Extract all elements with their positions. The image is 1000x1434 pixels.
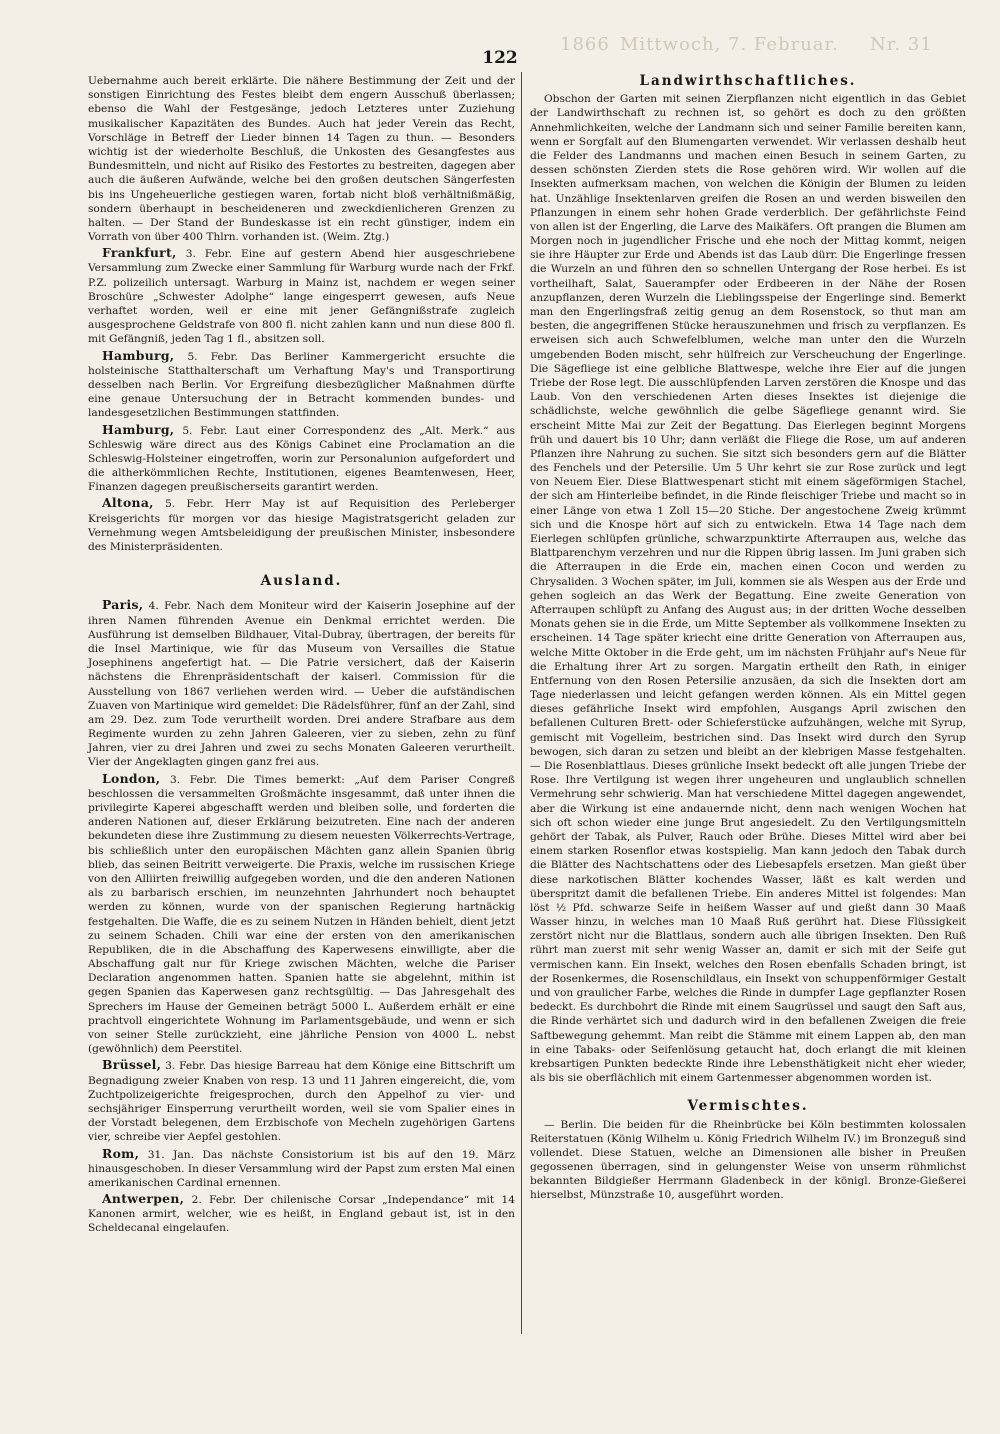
article-berlin-statues: — Berlin. Die beiden für die Rheinbrücke bei Köln bestimmten kolossalen Reiterstatuen (König Wilhelm u. König Friedrich Wilhelm IV.) im Bronzeguß sind vollendet. Diese Statuen, welche an Dimensionen alle bisher in Preußen gegossenen überragen, sind in gelungenster Weise von unserm rühmlichst bekannten Bildgießer Herrmann Gladenbeck in der königl. Bronze-Gießerei hierselbst, Münzstraße 10, ausgeführt worden.	[530, 1118, 966, 1202]
article-body: 4. Febr. Nach dem Moniteur wird der Kaiserin Josephine auf der ihren Namen führenden Avenue ein Denkmal errichtet werden. Die Ausführung ist demselben Bildhauer, Vital-Dubray, übertragen, der bereits für die Insel Martinique, wie für das Museum von Versailles die Statue Josephinens angefertigt hat. — Die Patrie versichert, daß der Kaiserin nächstens die Ehrenpräsidentschaft der kaiserl. Commission für die Ausstellung von 1867 verliehen werden wird. — Ueber die aufständischen Zuaven von Martinique wird gemeldet: Die Rädelsführer, fünf an der Zahl, sind am 29. Dez. zum Tode verurtheilt worden. Drei andere Strafbare aus dem Regimente wurden zu zehn Jahren Galeeren, vier zu sieben, zehn zu fünf Jahren, vier zu drei Jahren und zwei zu sechs Monaten Galeeren verurtheilt. Vier der Angeklagten gingen ganz frei aus.	[88, 600, 515, 769]
article-hamburg-2	[88, 423, 515, 495]
right-column	[530, 74, 966, 1205]
article-london	[88, 772, 515, 1057]
article-rom	[88, 1147, 515, 1191]
article-bruessel	[88, 1058, 515, 1144]
dateline-place: Antwerpen,	[102, 1191, 185, 1207]
article-body: 2. Febr. Der chilenische Corsar „Independance“ mit 14 Kanonen armirt, welcher, wie es heißt, in England gebaut ist, ist in den Scheldecanal eingelaufen.	[88, 1194, 515, 1235]
dateline-place: London,	[102, 770, 161, 786]
bleed-through-dateline: Mittwoch, 7. Februar.	[620, 34, 839, 55]
dateline-place: Rom,	[102, 1145, 140, 1161]
article-body: 5. Febr. Herr May ist auf Requisition des Perleberger Kreisgerichts für morgen vor das hiesige Magistratsgericht geladen zur Vernehmung wegen Amtsbeleidigung der preußischen Minister, insbesondere des Ministerpräsidenten.	[88, 498, 515, 553]
dateline-place: Frankfurt,	[102, 245, 177, 261]
section-heading-ausland: Ausland.	[260, 573, 343, 590]
article-body: 3. Febr. Das hiesige Barreau hat dem Könige eine Bittschrift um Begnadigung zweier Knaben von resp. 13 und 11 Jahren eingereicht, die, vom Zuchtpolizeigerichte freigesprochen, durch den Appelhof zu vier- und sechsjähriger Einsperrung verurtheilt worden, weil sie vom Spalier eines in der Vorstadt belegenen, dem Erzbischofe von Mecheln zugehörigen Gartens vier, schreibe vier Aepfel gestohlen.	[88, 1060, 515, 1144]
dateline-place: Altona,	[102, 495, 154, 511]
dateline-place: Brüssel,	[102, 1057, 162, 1073]
column-divider	[521, 72, 522, 1334]
dateline-place: Paris,	[102, 597, 144, 613]
dateline-place: Hamburg,	[102, 421, 175, 437]
article-antwerpen	[88, 1192, 515, 1236]
article-continuation: Uebernahme auch bereit erklärte. Die nähere Bestimmung der Zeit und der sonstigen Einrichtung des Festes bleibt dem engern Ausschuß überlassen; ebenso die Wahl der Festgesänge, jedoch Letzteres unter Zuziehung musikalischer Kapazitäten des Bundes. Auch hat jeder Verein das Recht, Vorschläge in Betreff der Lieder binnen 14 Tagen zu thun. — Besonders wichtig ist der wiederholte Beschluß, die Unkosten des Gesangfestes aus Bundesmitteln, und nicht auf Risiko des Festortes zu bestreiten, dagegen aber auch die äußeren Aufwände, welche bei den großen deutschen Sängerfesten bis ins Ungeheuerliche gestiegen waren, fortab nicht bloß verhältnißmäßig, sondern überhaupt in bescheideneren und zweckdienlicheren Grenzen zu halten. — Der Stand der Bundeskasse ist ein recht günstiger, indem ein Vorrath von über 400 Thlrn. vorhanden ist. (Weim. Ztg.)	[88, 75, 515, 244]
article-rose-insects: Obschon der Garten mit seinen Zierpflanzen nicht eigentlich in das Gebiet der Landwirthschaft zu rechnen ist, so gehört es doch zu den größten Annehmlichkeiten, welche der Landmann sich und seiner Familie bereiten kann, wenn er Sorgfalt auf den Blumengarten verwendet. Wir verlassen deshalb heut die Felder des Landmanns und machen einen Besuch in seinem Garten, zu dessen schönsten Zierden stets die Rose gehören wird. Wir wollen auf die Insekten aufmerksam machen, von welchen die Königin der Blumen zu leiden hat. Unzählige Insektenlarven greifen die Rosen an und werden bisweilen den Pflanzungen in einem sehr hohen Grade verderblich. Der gefährlichste Feind von allen ist der Engerling, die Larve des Maikäfers. Oft prangen die Blumen am Morgen noch in jugendlicher Frische und ehe noch der Mittag kommt, neigen sie ihre Häupter zur Erde und Abends ist das Laub dürr. Die Engerlinge fressen die Wurzeln an und führen den so schnellen Untergang der Rose herbei. Es ist vortheilhaft, Salat, Sauerampfer oder Erdbeeren in der Nähe der Rosen anzupflanzen, deren Wurzeln die Lieblingsspeise der Engerlinge sind. Bemerkt man den Engerlingsfraß zeitig genug an dem Rosenstock, so thut man am besten, die angegriffenen Stücke herauszunehmen und frisch zu verpflanzen. Es erweisen sich auch Schwefelblumen, welche man unter den die Wurzeln umgebenden Boden mischt, sehr hülfreich zur Verscheuchung der Engerlinge. Die Sägefliege ist eine gelbliche Blattwespe, welche ihre Eier auf die jungen Triebe der Rose legt. Die ausschlüpfenden Larven zerstören die Knospe und das Laub. Von den verschiedenen Arten dieses Insektes ist diejenige die schädlichste, welche gewöhnlich die gelbe Sägefliege genannt wird. Sie erscheint Mitte Mai zur Zeit der Begattung. Das Eierlegen beginnt Morgens früh und dauert bis 10 Uhr; dann verläßt die Fliege die Rose, um auf anderen Pflanzen ihre Nahrung zu suchen. Sie sitzt sich besonders gern auf die Blätter des Fenchels und der Petersilie. Um 5 Uhr kehrt sie zur Rose zurück und legt von Neuem Eier. Diese Blattwespenart sticht mit einem sägeförmigen Stachel, der sich am Hinterleibe befindet, in die Rinde fleischiger Triebe und macht so in einer Länge von etwa 1 Zoll 15—20 Stiche. Der angestochene Zweig krümmt sich und die Knospe hört auf sich zu entwickeln. Etwa 14 Tage nach dem Eierlegen schlüpfen grünliche, schwarzpunktirte Afterraupen aus, welche das Blattparenchym verzehren und nur die Rippen übrig lassen. Im Juni graben sich die Afterraupen in die Erde ein, machen einen Cocon und werden zu Chrysaliden. 3 Wochen später, im Juli, kommen sie als Wespen aus der Erde und gehen sogleich an das Werk der Begattung. Eine zweite Generation von Afterraupen schlüpft zu Anfang des August aus; in der dritten Woche desselben Monats gehen sie in die Erde, um Mitte September als vollkommene Insekten zu erscheinen. 14 Tage später kriecht eine dritte Generation von Afterraupen aus, welche Mitte Oktober in die Erde geht, um im nächsten Frühjahr auf's Neue für die Erhaltung ihrer Art zu sorgen. Margatin ertheilt den Rath, in einiger Entfernung von den Rosen Petersilie anzusäen, da sich die Insekten dort am Tage niederlassen und leicht gefangen werden können. Als ein Mittel gegen dieses gefährliche Insekt wird empfohlen, Ausgangs April zwischen den befallenen Culturen Brett- oder Schieferstücke aufzuhängen, welche mit Syrup, gemischt mit Vogelleim, bestrichen sind. Das Insekt wird durch den Syrup bewogen, sich daran zu setzen und bleibt an der klebrigen Masse festgehalten. — Die Rosenblattlaus. Dieses grünliche Insekt bedeckt oft alle jungen Triebe der Rose. Ihre Vertilgung ist wegen ihrer ungeheuren und unglaublich schnellen Vermehrung sehr schwierig. Man hat verschiedene Mittel dagegen angewendet, aber die Wirkung ist eine andauernde nicht, denn nach wenigen Wochen hat sich oft schon wieder eine junge Brut angesiedelt. Zu den Vertilgungsmitteln gehört der Tabak, als Pulver, Rauch oder Brühe. Dieses Mittel wird aber bei einem starken Rosenflor etwas kostspielig. Man kann jedoch den Tabak durch die Blätter des Nachtschattens oder des Liebesapfels ersetzen. Man gießt über diese narkotischen Blätter kochendes Wasser, läßt es kalt werden und überspritzt damit die befallenen Triebe. Ein anderes Mittel ist folgendes: Man löst ½ Pfd. schwarze Seife in heißem Wasser auf und gießt dann 30 Maaß Wasser hinzu, in welches man 10 Maaß Ruß gerührt hat. Diese Flüssigkeit zerstört nicht nur die Blattlaus, sondern auch alle übrigen Insekten. Den Ruß rührt man zuerst mit sehr wenig Wasser an, damit er sich mit der Seife gut vermischen kann. Ein Insekt, welches den Rosen ebenfalls Schaden bringt, ist der Rosenkermes, die Rosenschildlaus, ein Insekt von schuppenförmiger Gestalt und von graulicher Farbe, welches die Rinde in dumpfer Lage gepflanzter Rosen bedeckt. Es durchbohrt die Rinde mit einem Saugrüssel und saugt den Saft aus, die Rinde verhärtet sich und dadurch wird in den befallenen Zweigen die freie Saftbewegung gehemmt. Man reibt die Stämme mit einem Lappen ab, den man in eine Tabaks- oder Seifenlösung getaucht hat, doch erlangt die mit kleinen krebsartigen Punkten bedeckte Rinde ihre Lebensthätigkeit nicht eher wieder, als bis sie oberflächlich mit einem Gartenmesser abgenommen worden ist.	[530, 93, 966, 1085]
article-body: 5. Febr. Das Berliner Kammergericht ersuchte die holsteinische Statthalterschaft um Verhaftung May's und Transportirung desselben nach Berlin. Vor Ergreifung diesbezüglicher Maßnahmen dürfte eine genaue Untersuchung der in Betracht kommenden bundes- und landesgesetzlichen Bestimmungen stattfinden.	[88, 350, 515, 420]
article-body: 3. Febr. Eine auf gestern Abend hier ausgeschriebene Versammlung zum Zwecke einer Sammlung für Warburg wurde nach der Frkf. P.Z. polizeilich untersagt. Warburg in Mainz ist, nachdem er wegen seiner Broschüre „Schwester Adolphe“ lange eingesperrt gewesen, aufs Neue verhaftet worden, weil er eine mit jener Gefängnißstrafe zugleich ausgesprochene Geldstrafe von 800 fl. nicht zahlen kann und nun diese 800 fl. mit Gefängniß, jeden Tag 1 fl., absitzen soll.	[88, 248, 515, 346]
article-paris	[88, 598, 515, 769]
left-column	[88, 74, 515, 1238]
article-body: 5. Febr. Laut einer Correspondenz des „Alt. Merk.“ aus Schleswig wäre direct aus des Königs Cabinet eine Proclamation an die Schleswig-Holsteiner eingetroffen, worin zur Personalunion aufgefordert und die altherkömmlichen Rechte, Institutionen, eigenes Beamtenwesen, Heer, Finanzen dagegen preußischerseits garantirt werden.	[88, 424, 516, 494]
bleed-through-year: 1866	[560, 34, 610, 55]
article-body: 3. Febr. Die Times bemerkt: „Auf dem Pariser Congreß beschlossen die versammelten Großmächte insgesammt, daß unter ihnen die privilegirte Kaperei abgeschafft werden und bleiben solle, und forderten die anderen Nationen auf, dieser Erklärung beizutreten. Eine nach der anderen bekundeten diese ihre Zustimmung zu diesem neuesten Völkerrechts-Vertrage, bis schließlich unter den europäischen Mächten ganz allein Spanien übrig blieb, das seinen Beitritt verweigerte. Die Praxis, welche im russischen Kriege von den Alliirten freiwillig aufgegeben worden, und die den anderen Nationen als zu barbarisch erschien, im neunzehnten Jahrhundert noch behauptet werden zu können, wurde von der spanischen Regierung hartnäckig festgehalten. Die Waffe, die es zu seinem Nutzen in Händen behielt, dient jetzt zu seinem Schaden. Chili war eine der ersten von den amerikanischen Republiken, die in die Abschaffung des Kaperwesens einwilligte, aber die Abschaffung galt nur für Kriege zwischen Mächten, welche die Pariser Declaration angenommen hatten. Spanien hatte sie abgelehnt, mithin ist gegen Spanien das Kaperwesen ganz rechtsgültig. — Das Jahresgehalt des Sprechers im Hause der Gemeinen beträgt 5000 L. Außerdem erhält er eine prachtvoll eingerichtete Wohnung im Parlamentsgebäude, und wenn er sich von seiner Stelle zurückzieht, eine jährliche Pension von 4000 L. nebst (gewöhnlich) dem Peerstitel.	[88, 773, 515, 1056]
article-hamburg-1	[88, 349, 515, 421]
page-number: 122	[482, 48, 518, 68]
dateline-place: Hamburg,	[102, 347, 175, 363]
section-heading-landwirthschaftliches: Landwirthschaftliches.	[639, 73, 857, 89]
article-frankfurt	[88, 246, 515, 346]
article-altona	[88, 496, 515, 554]
section-heading-vermischtes: Vermischtes.	[687, 1098, 809, 1115]
article-body: 31. Jan. Das nächste Consistorium ist bis auf den 19. März hinausgeschoben. In dieser Versammlung wird der Papst zum ersten Mal einen amerikanischen Cardinal ernennen.	[88, 1148, 515, 1189]
bleed-through-issue: Nr. 31	[870, 34, 933, 55]
